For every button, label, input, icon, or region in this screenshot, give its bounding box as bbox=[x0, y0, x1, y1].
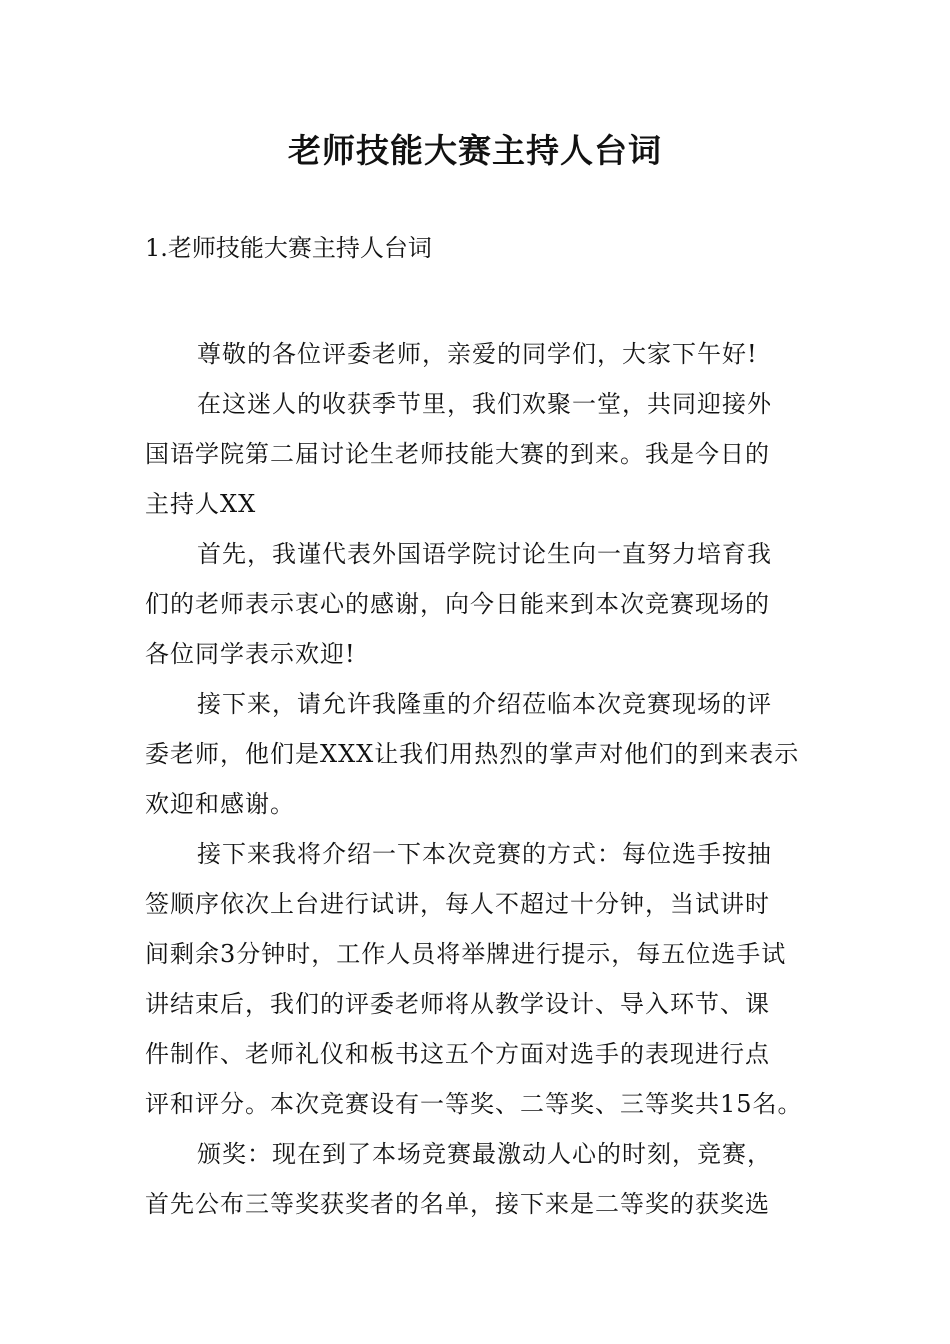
body-line: 首先，我谨代表外国语学院讨论生向一直努力培育我 bbox=[197, 540, 772, 568]
body-line: 在这迷人的收获季节里，我们欢聚一堂，共同迎接外 bbox=[197, 390, 772, 418]
body-line: 各位同学表示欢迎! bbox=[145, 640, 356, 668]
body-line: 讲结束后，我们的评委老师将从教学设计、导入环节、课 bbox=[145, 990, 770, 1018]
body-line: 颁奖：现在到了本场竞赛最激动人心的时刻，竞赛， bbox=[197, 1140, 772, 1168]
body-line: 委老师，他们是XXX让我们用热烈的掌声对他们的到来表示 bbox=[145, 740, 800, 768]
body-line: 评和评分。本次竞赛设有一等奖、二等奖、三等奖共15名。 bbox=[145, 1090, 803, 1118]
body-line: 国语学院第二届讨论生老师技能大赛的到来。我是今日的 bbox=[145, 440, 770, 468]
body-line: 接下来我将介绍一下本次竞赛的方式：每位选手按抽 bbox=[197, 840, 772, 868]
body-line: 欢迎和感谢。 bbox=[145, 790, 295, 818]
body-line: 们的老师表示衷心的感谢，向今日能来到本次竞赛现场的 bbox=[145, 590, 770, 618]
body-line: 间剩余3分钟时，工作人员将举牌进行提示，每五位选手试 bbox=[145, 940, 787, 968]
body-text bbox=[145, 329, 807, 1229]
body-line: 签顺序依次上台进行试讲，每人不超过十分钟，当试讲时 bbox=[145, 890, 770, 918]
body-line: 接下来，请允许我隆重的介绍莅临本次竞赛现场的评 bbox=[197, 690, 772, 718]
document-title: 老师技能大赛主持人台词 bbox=[288, 131, 662, 170]
body-line: 件制作、老师礼仪和板书这五个方面对选手的表现进行点 bbox=[145, 1040, 770, 1068]
body-line: 主持人XX bbox=[145, 490, 257, 518]
body-line: 首先公布三等奖获奖者的名单，接下来是二等奖的获奖选 bbox=[145, 1190, 770, 1218]
body-line: 尊敬的各位评委老师，亲爱的同学们，大家下午好! bbox=[197, 340, 758, 368]
section-heading: 1.老师技能大赛主持人台词 bbox=[145, 234, 432, 262]
